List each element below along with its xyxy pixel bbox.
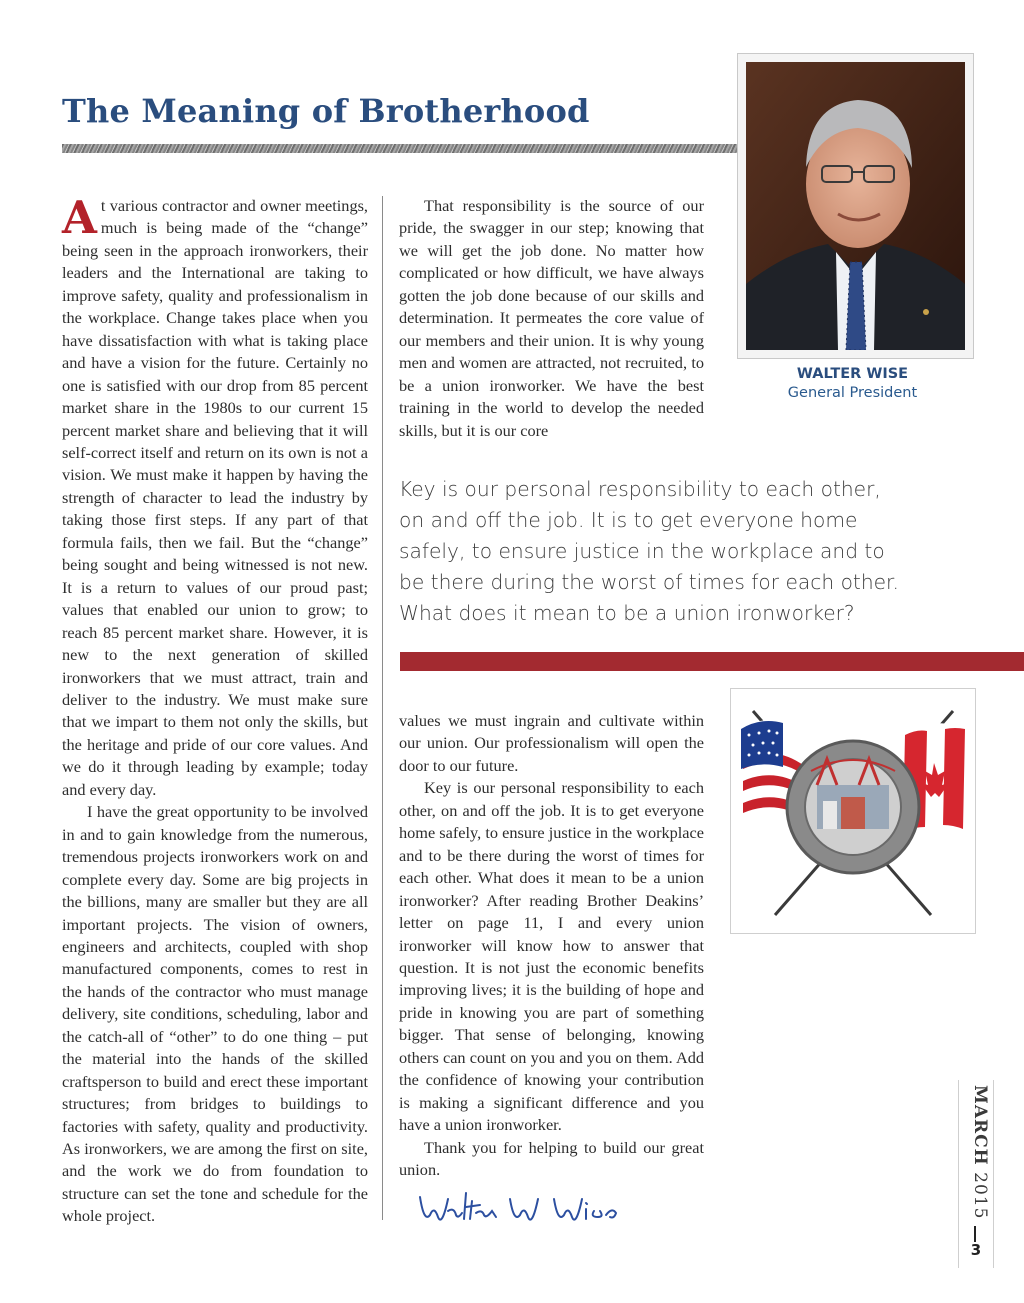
paragraph — [62, 191, 368, 801]
signature — [414, 1183, 624, 1231]
pull-quote-line: Key is our personal responsibility to each other, — [399, 477, 881, 501]
author-name: WALTER WISE — [796, 366, 909, 382]
paragraph: I have the great opportunity to be involved in and to gain knowledge from the numerous, tremendous projects ironworkers work on and complete every day. Some are big projects in the billions, many are smaller but they are all important projects. The vision of owners, engineers and architects, coupled with shop manufactured components, comes to rest in the hands of the contractor who must manage delivery, site conditions, scheduling, labor and the catch-all of “other” to do one thing – put the material into the hands of the skilled craftsperson to build and erect these important structures; from bridges to buildings to factories with safety, quality and productivity. As ironworkers, we are among the first on site, and the work we do from foundation to structure can set the tone and schedule for the whole project. — [62, 802, 368, 1226]
article-column-3 — [399, 710, 704, 1182]
article-title: The Meaning of Brotherhood — [62, 92, 590, 130]
author-portrait — [746, 62, 965, 350]
pull-quote-line: What does it mean to be a union ironworker? — [399, 601, 855, 625]
paragraph-text: t various contractor and owner meetings, much is being made of the “change” being seen in the approach ironworkers, their leaders and the International are taking to improve safety, quality and professionalism in the workplace. Change takes place when you have dissatisfaction with what is taking place and have a vision for the future. Certainly no one is satisfied with our drop from 85 percent market share in the 1980s to our current 15 percent market share and believing that it will self-correct itself and return on its own is not a vision. We must make it happen by having the strength of character to lead the industry by taking those first steps. If any part of that formula fails, then we fail. But the “change” being sought and being witnessed is not new. It is a return to values of our proud past; values that enabled our union to grow; to reach 85 percent market share. However, it is new to the next generation of skilled ironworkers that we must attract, train and deliver to the industry. We must make sure that we impart to them not only the skills, but the heritage and pride of our core values. And we do it through leading by example; today and every day. — [62, 196, 368, 799]
pull-quote-line: be there during the worst of times for each other. — [399, 570, 899, 594]
accent-bar — [400, 652, 1024, 671]
paragraph: values we must ingrain and cultivate within our union. Our professionalism will open the door to our future. — [399, 711, 704, 775]
issue-year: 2015 — [970, 1172, 990, 1220]
author-title: General President — [787, 385, 918, 401]
page-number: 3 — [970, 1241, 982, 1259]
pull-quote-line: on and off the job. It is to get everyone home — [399, 508, 858, 532]
union-logo — [730, 688, 976, 934]
author-photo — [737, 53, 974, 359]
issue-month: MARCH — [970, 1085, 990, 1166]
paragraph: That responsibility is the source of our pride, the swagger in our step; knowing that we will get the job done. No matter how complicated or how difficult, we have always gotten the job done because of our skills and determination. It permeates the core value of our members and their union. It is why young men and women are attracted, not recruited, to be a union ironworker. We have the best training in the world to develop the needed skills, but it is our core — [399, 196, 704, 440]
pull-quote — [399, 474, 959, 629]
title-rule — [62, 144, 744, 153]
issue-date — [960, 1085, 990, 1225]
drop-cap: A — [62, 191, 97, 244]
article-column-1 — [62, 191, 368, 1228]
folio-divider — [974, 1226, 976, 1242]
paragraph: Key is our personal responsibility to each other, on and off the job. It is to get everyone home safely, to ensure justice in the workplace and to be there during the worst of times for each other. What does it mean to be a union ironworker? After reading Brother Deakins’ letter on page 11, I and every union ironworker will know how to answer that question. It is not just the economic benefits improving lives; it is the building of hope and pride in knowing you are part of something bigger. That sense of belonging, knowing others can count on you and you on them. Add the confidence of knowing your contribution is making a significant difference and you have a union ironworker. — [399, 778, 704, 1135]
paragraph: Thank you for helping to build our great union. — [399, 1137, 704, 1180]
union-emblem — [731, 689, 975, 933]
pull-quote-line: safely, to ensure justice in the workplace and to — [399, 539, 885, 563]
column-divider — [382, 196, 383, 1220]
article-column-2 — [399, 195, 704, 442]
